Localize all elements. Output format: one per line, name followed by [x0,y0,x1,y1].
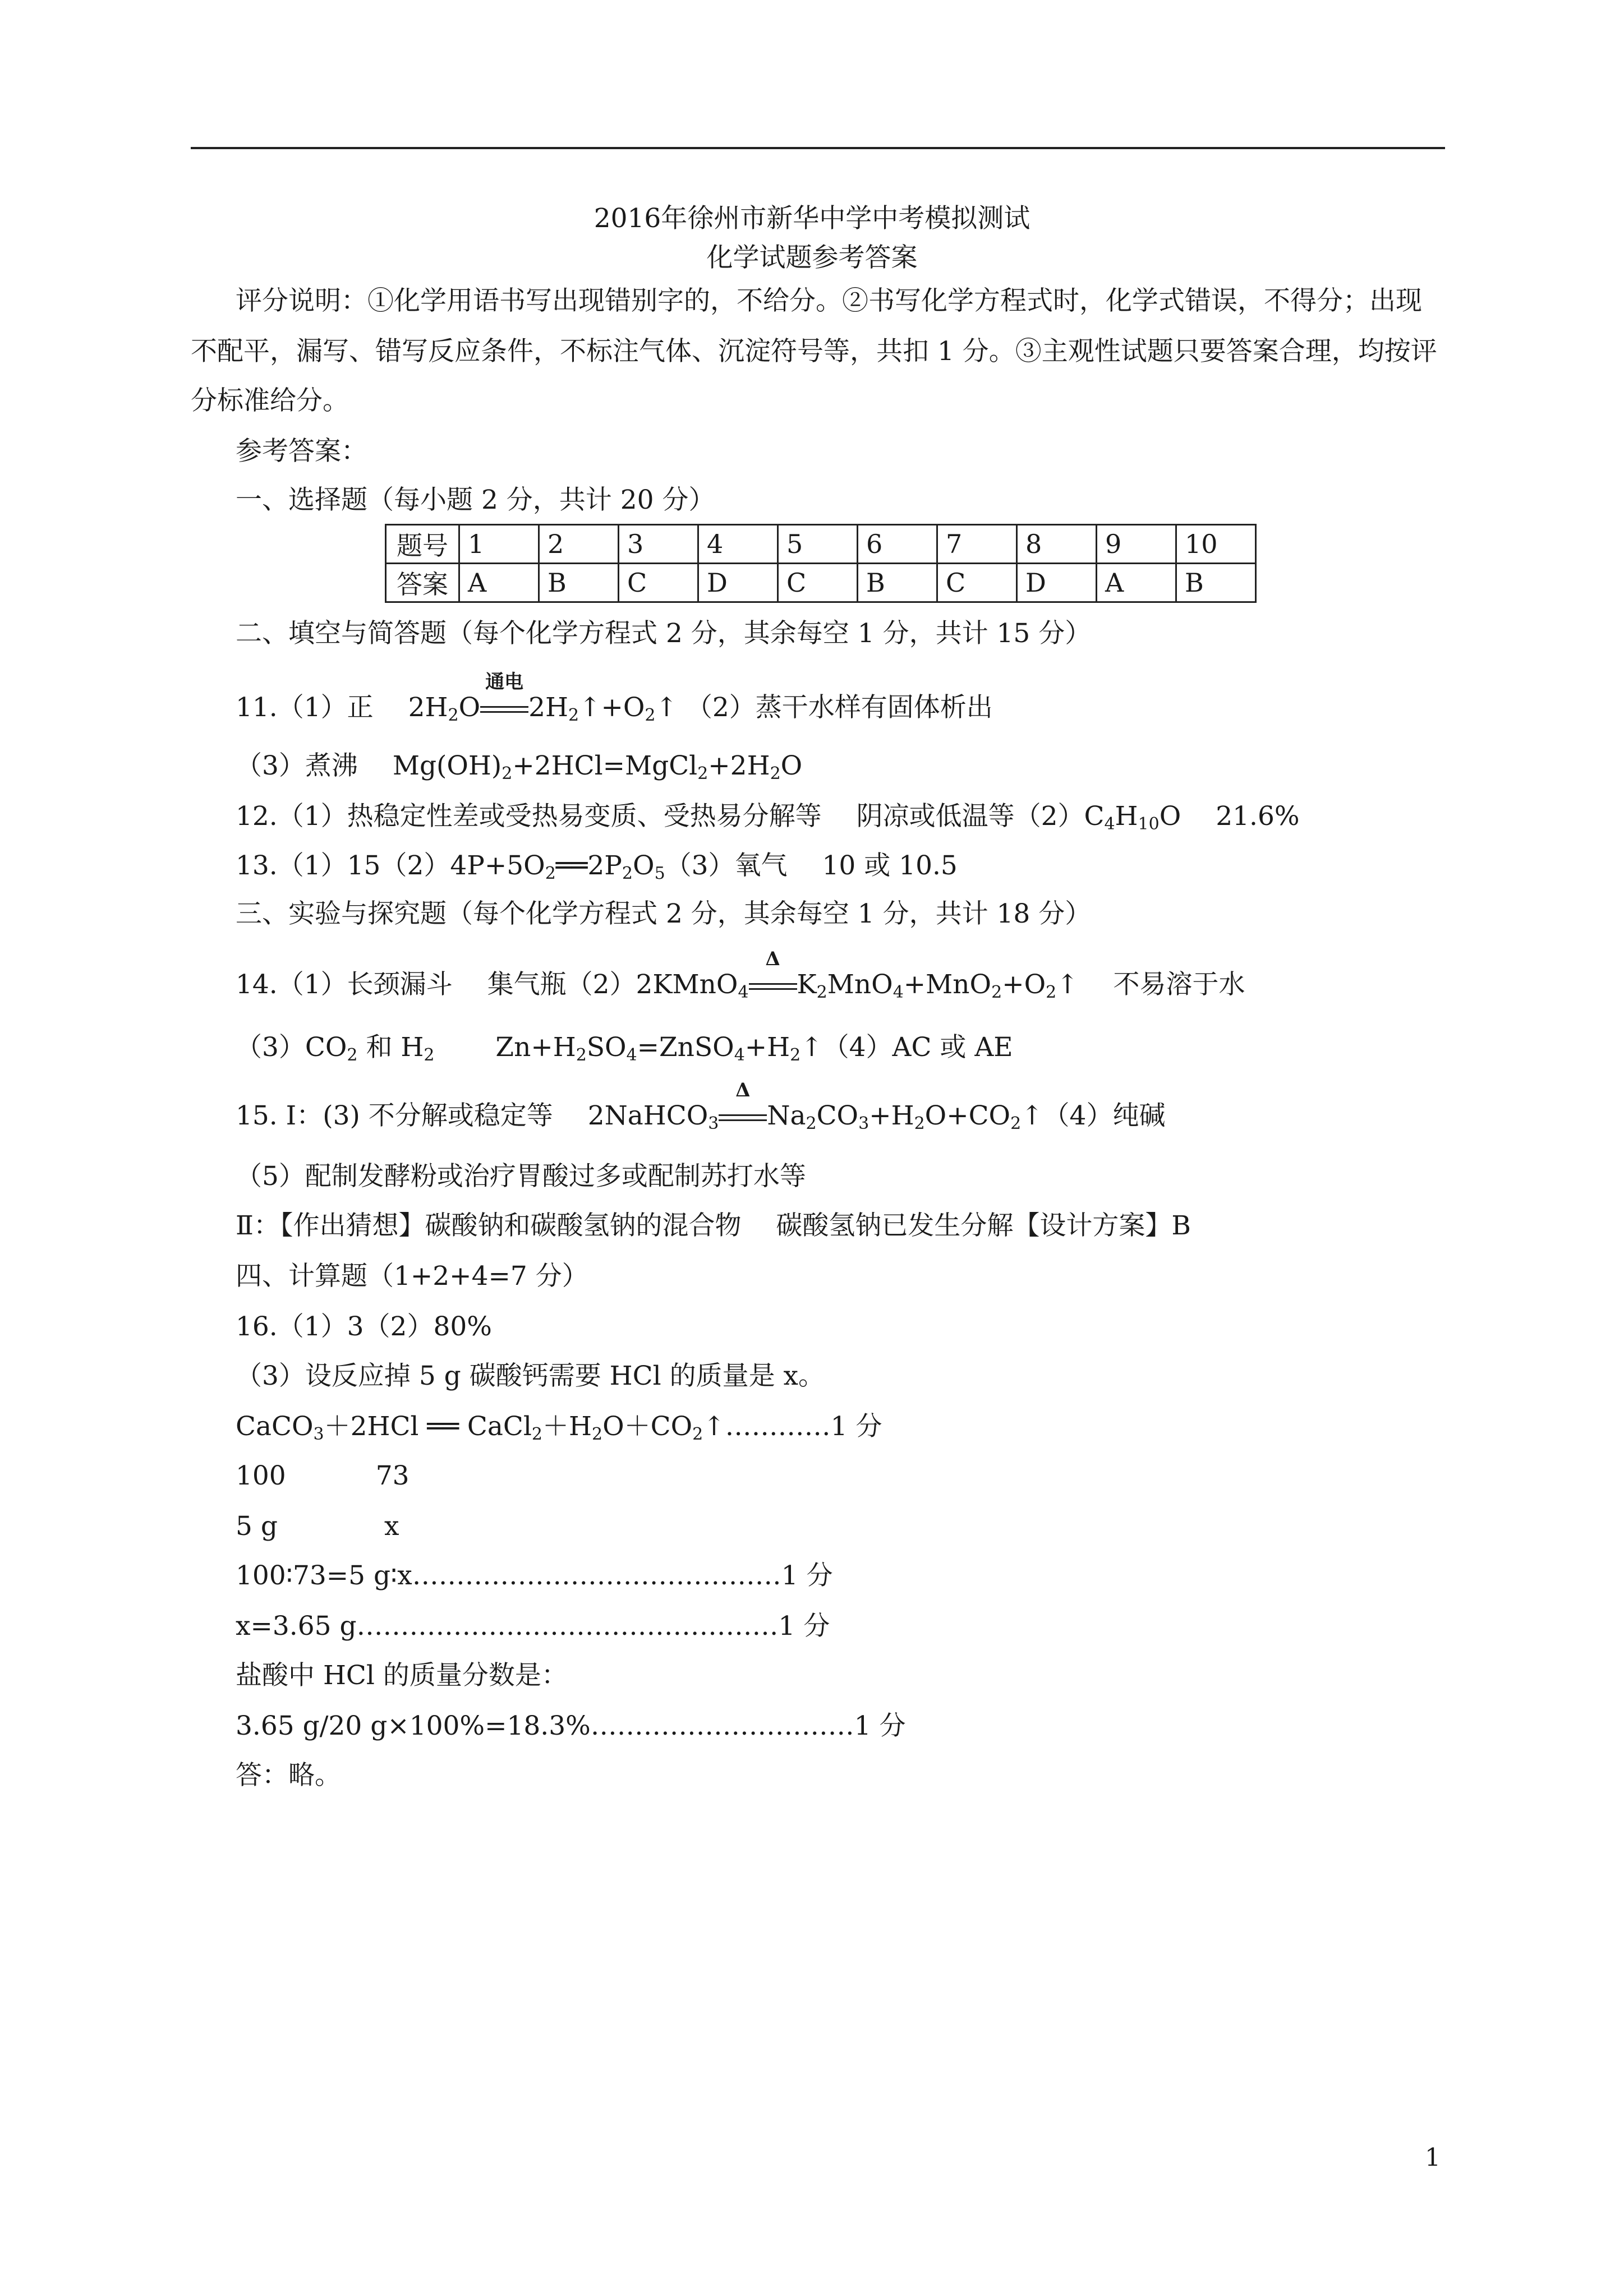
section2-title: 二、填空与简答题（每个化学方程式 2 分，其余每空 1 分，共计 15 分） [236,618,1092,649]
table-header-answer: 答案 [386,564,459,602]
table-header-number: 题号 [386,525,459,564]
q15-line1: 15. Ⅰ：(3) 不分解或稳定等 2NaHCO$_3$ Δ $Na_2CO_3+H_2O+CO_2↑(4)$纯碱 [236,1079,1166,1133]
q16-line2: （3）设反应掉 5 g 碳酸钙需要 HCl 的质量是 x。 [236,1361,825,1391]
answer-table [385,524,1257,603]
section1-title: 一、选择题（每小题 2 分，共计 20 分） [236,485,715,515]
top-rule [191,147,1445,149]
calc-row-1: 100 73 [236,1460,410,1491]
table-cell: B [858,564,937,602]
table-row-numbers [386,525,1256,564]
heat-condition: Δ [719,1099,767,1133]
section3-title: 三、实验与探究题（每个化学方程式 2 分，其余每空 1 分，共计 18 分） [236,898,1092,929]
table-cell: A [1097,564,1176,602]
reference-label: 参考答案： [236,436,367,467]
table-cell: 2 [539,525,619,564]
table-cell: 4 [698,525,778,564]
calc-row-3: 100∶73=5 g∶x……………………………………1 分 [236,1560,833,1591]
table-cell: 9 [1097,525,1176,564]
q14-line1: 14.（1）长颈漏斗 集气瓶（2）2KMnO$_4$ Δ $K_2MnO_4+MnO_2+O_2↑$ 不易溶于水 [236,948,1245,1002]
scoring-line-2: 不配平，漏写、错写反应条件，不标注气体、沉淀符号等，共扣 1 分。③主观性试题只要答案合理，均按评 [191,336,1437,367]
table-cell: B [539,564,619,602]
calc-row-6: 3.65 g/20 g×100%=18.3%…………………………1 分 [236,1711,906,1741]
calc-equation: CaCO$_3$＋2HCl ══ $CaCl_2+H_2O+CO_2↑\dots\dots\dots\dots 1$ 分 [236,1411,882,1444]
table-cell: D [698,564,778,602]
q15-line2: （5）配制发酵粉或治疗胃酸过多或配制苏打水等 [236,1161,806,1192]
table-cell: C [937,564,1017,602]
doc-subtitle: 化学试题参考答案 [706,242,918,273]
table-cell: 10 [1176,525,1256,564]
q16-line1: 16.（1）3（2）80% [236,1311,492,1342]
table-cell: 6 [858,525,937,564]
table-cell: 1 [459,525,539,564]
q12-line: 12.（1）热稳定性差或受热易变质、受热易分解等 阴凉或低温等$(2)C_4H_{10}O$ 21.6% [236,801,1300,834]
table-cell: C [619,564,698,602]
heat-condition: Δ [749,968,797,1002]
calc-row-2: 5 g x [236,1511,399,1542]
table-cell: 8 [1017,525,1097,564]
table-cell: 3 [619,525,698,564]
table-cell: 5 [778,525,858,564]
q11-line2: （3）煮沸 $Mg(OH)_2+2HCl=MgCl_2+2H_2O$ [236,750,803,783]
electrolysis-condition: 通电 [480,691,528,725]
scoring-line-1: 评分说明：①化学用语书写出现错别字的，不给分。②书写化学方程式时，化学式错误，不得分；出现 [236,285,1422,316]
q13-line: $13.(1)15(2)4P+5O_2══2P_2O_5(3)$氧气 10 或 10.5 [236,850,958,883]
section4-title: 四、计算题（1+2+4=7 分） [236,1261,588,1292]
q14-line2: $(3)CO_2$ 和 $H_2$ $Zn+H_2SO_4=ZnSO_4+H_2↑(4)AC$ 或 AE [236,1032,1013,1065]
page-number: 1 [1425,2143,1441,2172]
table-cell: C [778,564,858,602]
scoring-line-3: 分标准给分。 [191,385,349,416]
q11-line1: 11.（1）正 $2H_2O$ 通电 $2H_2↑+O_2↑$ （2）蒸干水样有固体析出 [236,671,993,725]
table-cell: D [1017,564,1097,602]
doc-title: 2016年徐州市新华中学中考模拟测试 [594,203,1030,234]
calc-row-4: x=3.65 g…………………………………………1 分 [236,1611,830,1642]
calc-row-5: 盐酸中 HCl 的质量分数是： [236,1660,568,1691]
table-cell: A [459,564,539,602]
q15-line3: Ⅱ：【作出猜想】碳酸钠和碳酸氢钠的混合物 碳酸氢钠已发生分解【设计方案】B [236,1210,1191,1241]
table-row-answers [386,564,1256,602]
table-cell: 7 [937,525,1017,564]
calc-answer: 答：略。 [236,1760,341,1791]
table-cell: B [1176,564,1256,602]
